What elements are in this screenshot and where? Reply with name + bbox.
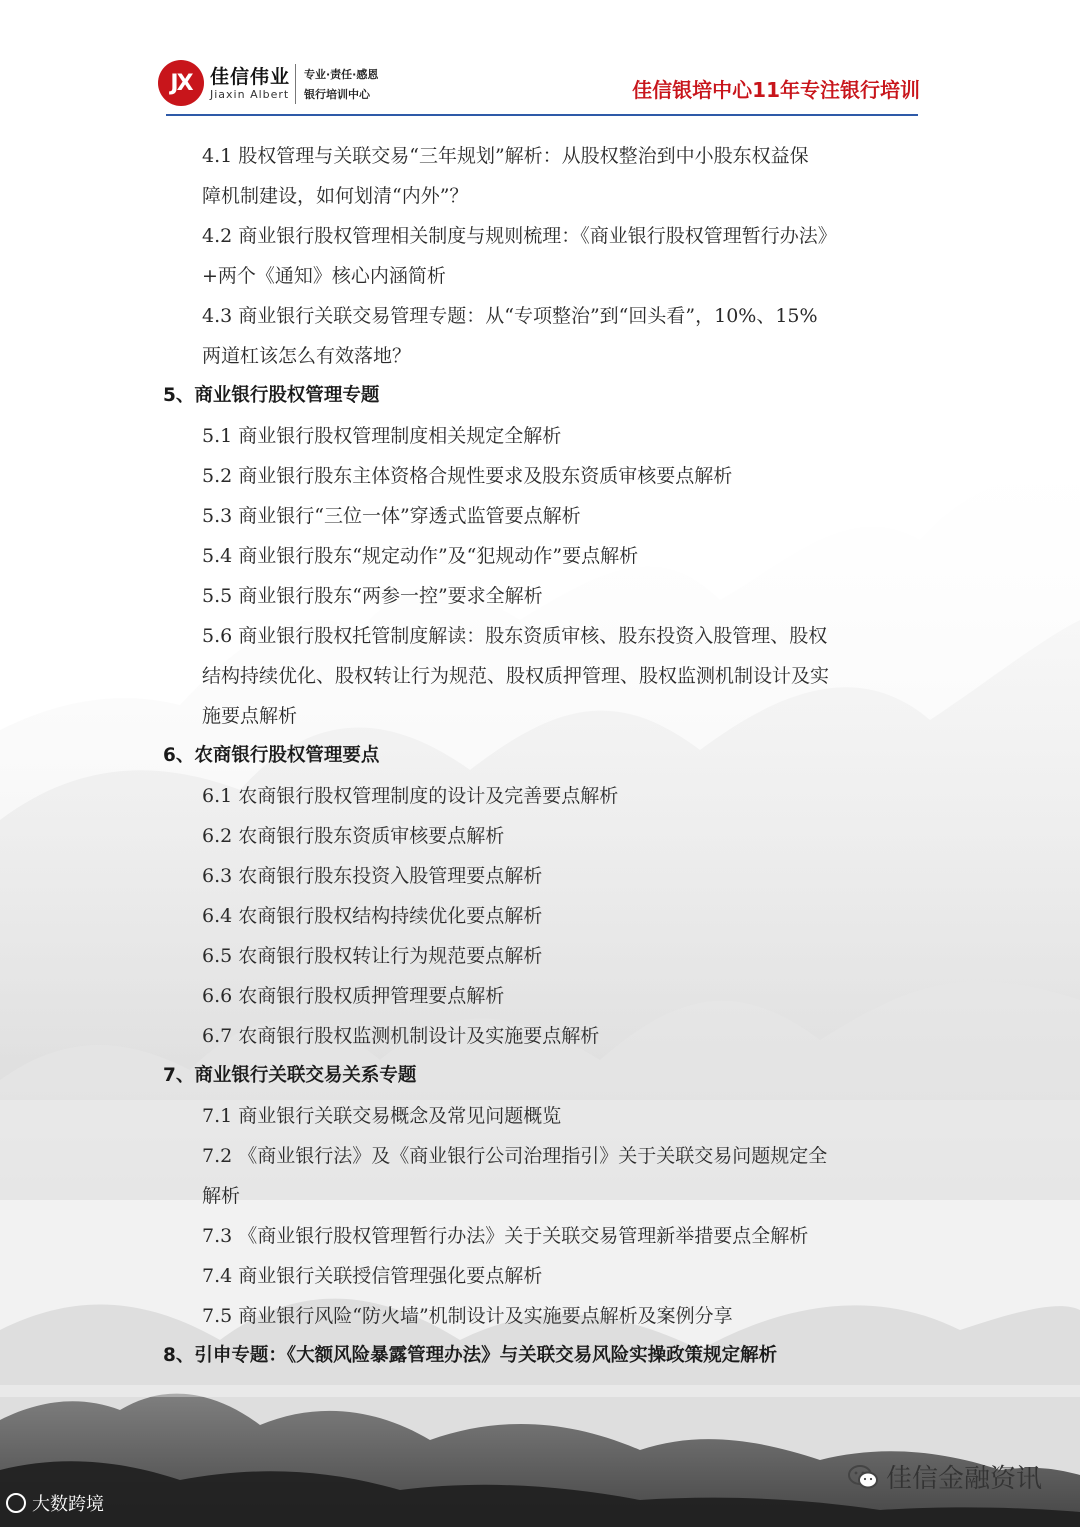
section-heading: 6、农商银行股权管理要点 [163,745,380,766]
platform-watermark [6,1490,104,1516]
outline-item: 5.2 商业银行股东主体资格合规性要求及股东资质审核要点解析 [202,465,733,487]
outline-item: 6.1 农商银行股权管理制度的设计及完善要点解析 [202,785,619,807]
company-name-en: Jiaxin Albert [210,88,290,101]
section-heading: 5、商业银行股权管理专题 [163,385,380,406]
outline-item: 7.3 《商业银行股权管理暂行办法》关于关联交易管理新举措要点全解析 [202,1225,809,1247]
wechat-icon [848,1464,878,1490]
outline-item-continuation: 施要点解析 [202,705,298,727]
outline-item-continuation: +两个《通知》核心内涵简析 [202,265,446,287]
outline-item: 5.5 商业银行股东“两参一控”要求全解析 [202,585,543,607]
outline-item: 6.5 农商银行股权转让行为规范要点解析 [202,945,543,967]
outline-item: 7.2 《商业银行法》及《商业银行公司治理指引》关于关联交易问题规定全 [202,1145,828,1167]
company-slogan: 专业·责任·感恩 [304,68,379,81]
outline-item: 7.4 商业银行关联授信管理强化要点解析 [202,1265,543,1287]
outline-item: 6.3 农商银行股东投资入股管理要点解析 [202,865,543,887]
platform-watermark-text: 大数跨境 [32,1494,104,1515]
outline-item: 6.6 农商银行股权质押管理要点解析 [202,985,505,1007]
outline-item: 5.1 商业银行股权管理制度相关规定全解析 [202,425,562,447]
wechat-account-watermark [848,1458,1042,1495]
company-logo-mark: JX [158,60,204,106]
wechat-account-name: 佳信金融资讯 [886,1464,1043,1494]
company-name-cn: 佳信伟业 [210,66,291,88]
platform-logo-icon [6,1493,26,1513]
course-outline [0,136,1080,1376]
outline-item: 4.3 商业银行关联交易管理专题：从“专项整治”到“回头看”，10%、15% [202,305,818,327]
outline-item: 4.2 商业银行股权管理相关制度与规则梳理：《商业银行股权管理暂行办法》 [202,225,837,247]
outline-item: 7.5 商业银行风险“防火墙”机制设计及实施要点解析及案例分享 [202,1305,733,1327]
outline-item: 6.7 农商银行股权监测机制设计及实施要点解析 [202,1025,600,1047]
section-heading: 7、商业银行关联交易关系专题 [163,1065,417,1086]
outline-item: 6.2 农商银行股东资质审核要点解析 [202,825,505,847]
company-department: 银行培训中心 [304,88,370,101]
outline-item-continuation: 两道杠该怎么有效落地？ [202,345,412,367]
outline-item: 7.1 商业银行关联交易概念及常见问题概览 [202,1105,562,1127]
outline-item: 4.1 股权管理与关联交易“三年规划”解析：从股权整治到中小股东权益保 [202,145,809,167]
header-tagline: 佳信银培中心11年专注银行培训 [632,78,920,102]
outline-item: 6.4 农商银行股权结构持续优化要点解析 [202,905,543,927]
outline-item-continuation: 结构持续优化、股权转让行为规范、股权质押管理、股权监测机制设计及实 [202,665,830,687]
outline-item-continuation: 障机制建设，如何划清“内外”？ [202,185,469,207]
header-rule [166,114,918,116]
logo-divider [295,64,296,104]
outline-item-continuation: 解析 [202,1185,241,1207]
outline-item: 5.3 商业银行“三位一体”穿透式监管要点解析 [202,505,581,527]
outline-item: 5.6 商业银行股权托管制度解读：股东资质审核、股东投资入股管理、股权 [202,625,828,647]
page-header [0,0,1080,120]
outline-item: 5.4 商业银行股东“规定动作”及“犯规动作”要点解析 [202,545,639,567]
section-heading: 8、引申专题：《大额风险暴露管理办法》与关联交易风险实操政策规定解析 [163,1345,778,1366]
